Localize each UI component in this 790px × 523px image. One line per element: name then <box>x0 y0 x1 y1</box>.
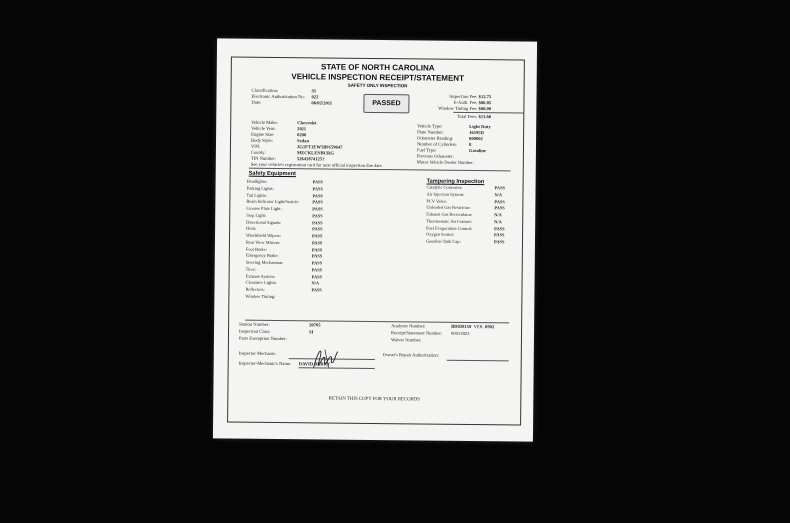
inspection-type-title: SAFETY ONLY INSPECTION <box>347 82 408 89</box>
list-item: Exhaust System: PASS <box>245 273 323 279</box>
list-item: Unleaded Gas Restrictor: PASS <box>426 204 505 211</box>
retain-notice: RETAIN THIS COPY FOR YOUR RECORDS <box>328 396 420 403</box>
engine-size-row: Engine Size: 6200 <box>251 131 307 138</box>
list-item: Stop Light: PASS <box>246 212 323 219</box>
station-number-row: Station Number: 20765 <box>239 321 321 328</box>
fuel-type-row: Fuel Type: Gasoline <box>416 147 487 154</box>
cylinders-row: Number of Cylinders: 8 <box>416 141 472 148</box>
state-title: STATE OF NORTH CAROLINA <box>321 62 435 73</box>
list-item: Window Tinting: <box>245 293 276 299</box>
receipt-number-row: Receipt/Statement Number: 00013823 <box>391 330 470 336</box>
odometer-row: Odometer Reading: 000002 <box>417 135 483 142</box>
vehicle-year-row: Vehicle Year: 2011 <box>251 125 307 132</box>
parts-exemption-row: Parts Exemption Number: <box>238 335 287 342</box>
vin-row: VIN: 2G1FT1EW5B9159647 <box>250 143 343 150</box>
dealer-number-row: Motor Vehicle Dealer Number: <box>416 159 475 166</box>
list-item: Windshield Wipers: PASS <box>246 232 323 239</box>
mechanic-name-row: Inspector-Mechanic's Name: DAVID BERRY <box>238 360 331 367</box>
total-fees-row: Total Fees: $13.60 <box>457 113 492 120</box>
body-style-row: Body Style: Sedan <box>251 137 310 144</box>
list-item: Fuel Evaporation Control: PASS <box>426 225 505 231</box>
e-auth-fee-row: E-Auth. Fee: $00.85 <box>453 99 492 106</box>
county-row: County: MECKLENBURG <box>250 149 334 156</box>
list-item: Gasoline Tank Cap: PASS <box>425 238 505 245</box>
list-item: Headlights: PASS <box>246 178 324 185</box>
vehicle-type-row: Vehicle Type: Light Duty <box>417 123 491 130</box>
window-tinting-fee-row: Window Tinting Fee: $00.00 <box>438 105 492 112</box>
classification-row: Classification: SI <box>251 87 316 94</box>
plate-number-row: Plate Number: 16195D <box>417 129 484 136</box>
list-item: Directional Signals: PASS <box>246 219 323 225</box>
owner-authorization-label: Owner's Repair Authorization: <box>382 352 440 358</box>
list-item: PCV Valve: PASS <box>426 198 505 204</box>
inspector-mechanic-label: Inspector Mechanic: <box>238 350 277 356</box>
tampering-inspection-list <box>426 185 505 247</box>
list-item: Thermostatic Air Control: N/A <box>426 218 502 225</box>
previous-odometer-row: Previous Odometer: <box>416 153 454 159</box>
list-item: Reflectors: PASS <box>245 286 322 293</box>
list-item: Tail Lights: PASS <box>246 192 323 198</box>
list-item: Beam Indicator Light/Switch: PASS <box>246 198 323 205</box>
waiver-number-row: Waiver Number: <box>390 337 422 343</box>
receipt-border <box>227 56 525 425</box>
ver-label: VER. <box>473 324 484 330</box>
list-item: Parking Lights: PASS <box>246 185 323 192</box>
list-item: Air Injection System: N/A <box>426 191 503 198</box>
ver-value: 0902 <box>485 324 495 330</box>
list-item: Clearance Lights: N/A <box>245 279 320 286</box>
tampering-inspection-heading: Tampering Inspection <box>426 178 485 186</box>
receipt-title: VEHICLE INSPECTION RECEIPT/STATEMENT <box>291 72 465 83</box>
inspection-receipt-paper <box>213 38 537 441</box>
list-item: Exhaust Gas Recirculator: N/A <box>426 211 502 218</box>
list-item: License Plate Light: PASS <box>246 205 323 212</box>
inspection-fee-row: Inspection Fee: $12.75 <box>449 93 492 100</box>
safety-equipment-heading: Safety Equipment <box>248 170 296 178</box>
analyzer-number-row: Analyzer Number: BD020159 VER. 0902 <box>391 323 495 330</box>
list-item: Foot Brake: PASS <box>245 246 323 252</box>
tin-number-row: TIN Number: 52641874125? <box>250 155 325 162</box>
owner-authorization-line <box>447 360 509 362</box>
list-item: Catalytic Converter: PASS <box>426 184 506 191</box>
list-item: Tires: PASS <box>245 266 323 273</box>
list-item: Emergency Brake: PASS <box>245 252 323 259</box>
passed-status-box: PASSED <box>363 94 409 113</box>
list-item: Horn: PASS <box>246 225 323 232</box>
authorization-row: Electronic Authorization No: 022 <box>251 93 319 100</box>
date-row: Date: 06/02/2011 <box>251 99 333 106</box>
vehicle-make-row: Vehicle Make: Chevrolet <box>251 119 317 126</box>
safety-equipment-list <box>245 179 323 301</box>
list-item: Oxygen Sensor: PASS <box>426 231 505 238</box>
registration-notice: See your vehicle's registration card for next official inspection due date. <box>250 161 383 169</box>
inspection-class-row: Inspection Class: SI <box>239 328 314 335</box>
list-item: Rear View Mirrors: PASS <box>245 239 323 246</box>
list-item: Steering Mechanism: PASS <box>245 259 323 266</box>
